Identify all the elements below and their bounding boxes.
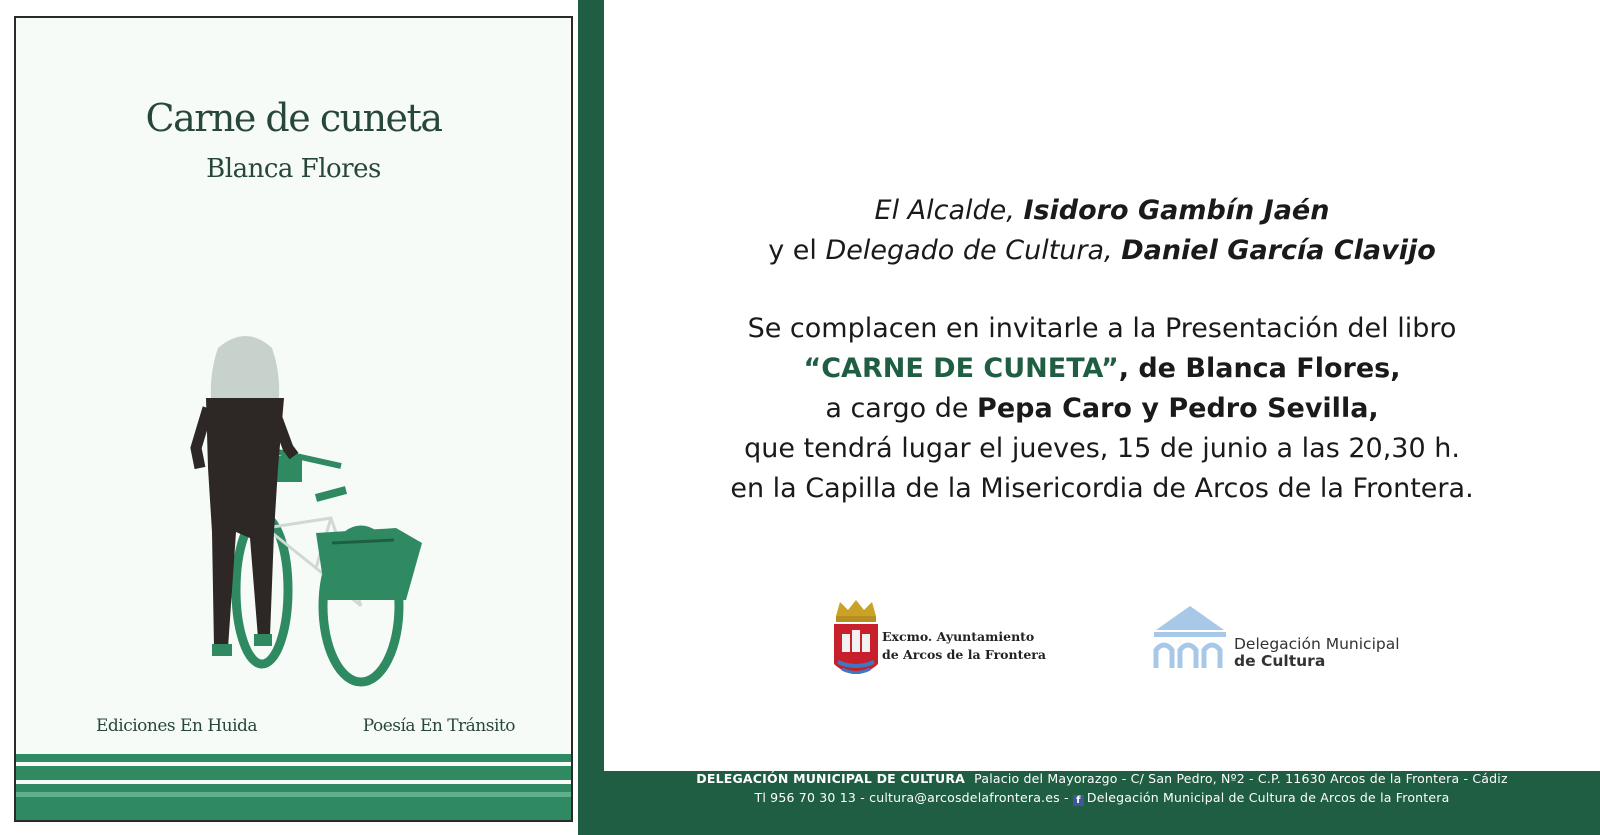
- book-title: “CARNE DE CUNETA”: [803, 353, 1119, 384]
- footer-phone-email: Tl 956 70 30 13 - cultura@arcosdelafrontera.es -: [754, 790, 1073, 805]
- invitation-line-1: [604, 195, 1600, 226]
- delegacion-cultura-logo: [1150, 604, 1430, 684]
- ayuntamiento-name: [882, 628, 1046, 664]
- cover-stripe: [16, 784, 571, 820]
- footer-address-detail: Palacio del Mayorazgo - C/ San Pedro, Nº2 - C.P. 11630 Arcos de la Frontera - Cádiz: [974, 771, 1508, 786]
- book-cover: [14, 16, 573, 822]
- invitation-line-5: [604, 393, 1600, 424]
- cover-publisher: Ediciones En Huida: [96, 716, 258, 736]
- invitation-line-2: [604, 235, 1600, 266]
- divider-strip: [578, 0, 604, 835]
- invitation-line-6: que tendrá lugar el jueves, 15 de junio a las 20,30 h.: [744, 433, 1460, 464]
- footer-address: [604, 771, 1600, 786]
- presenters-comma: ,: [1368, 393, 1379, 424]
- cover-collection: Poesía En Tránsito: [362, 716, 515, 736]
- ayuntamiento-line-1: Excmo. Ayuntamiento: [882, 629, 1035, 644]
- footer-contact: [604, 790, 1600, 806]
- presenters-names: Pepa Caro y Pedro Sevilla: [977, 393, 1369, 424]
- mayor-title: El Alcalde,: [874, 195, 1024, 226]
- footer-org-name: DELEGACIÓN MUNICIPAL DE CULTURA: [696, 771, 966, 786]
- delegate-title: Delegado de Cultura,: [825, 235, 1122, 266]
- cover-stripe: [16, 754, 571, 762]
- woman-with-bicycle-illustration: [166, 318, 456, 708]
- invitation-line-4: [604, 353, 1600, 384]
- footer-facebook-link[interactable]: Delegación Municipal de Cultura de Arcos de la Frontera: [1086, 790, 1450, 805]
- invitation-text: [604, 0, 1600, 755]
- cultura-line-1: Delegación Municipal: [1234, 635, 1400, 653]
- cover-author: Blanca Flores: [206, 154, 381, 184]
- cover-stripe: [16, 766, 571, 780]
- cover-title: Carne de cuneta: [145, 96, 442, 140]
- building-icon: [1150, 604, 1230, 674]
- delegacion-cultura-name: [1234, 636, 1400, 670]
- mayor-name: Isidoro Gambín Jaén: [1023, 195, 1330, 226]
- invitation-line-7: en la Capilla de la Misericordia de Arcos de la Frontera.: [730, 473, 1474, 504]
- book-author: , de Blanca Flores,: [1118, 353, 1401, 384]
- facebook-icon: f: [1073, 795, 1084, 806]
- footer-bar: [604, 771, 1600, 835]
- coat-of-arms-icon: [830, 598, 882, 688]
- conjunction: y el: [768, 235, 826, 266]
- delegate-name: Daniel García Clavijo: [1121, 235, 1436, 266]
- ayuntamiento-line-2: de Arcos de la Frontera: [882, 647, 1046, 662]
- left-panel: [0, 0, 592, 835]
- cultura-line-2: de Cultura: [1234, 652, 1326, 670]
- presenters-label: a cargo de: [825, 393, 978, 424]
- ayuntamiento-logo: [830, 598, 1070, 684]
- invitation-line-3: Se complacen en invitarle a la Presentación del libro: [747, 313, 1457, 344]
- cover-stripe: [16, 792, 571, 797]
